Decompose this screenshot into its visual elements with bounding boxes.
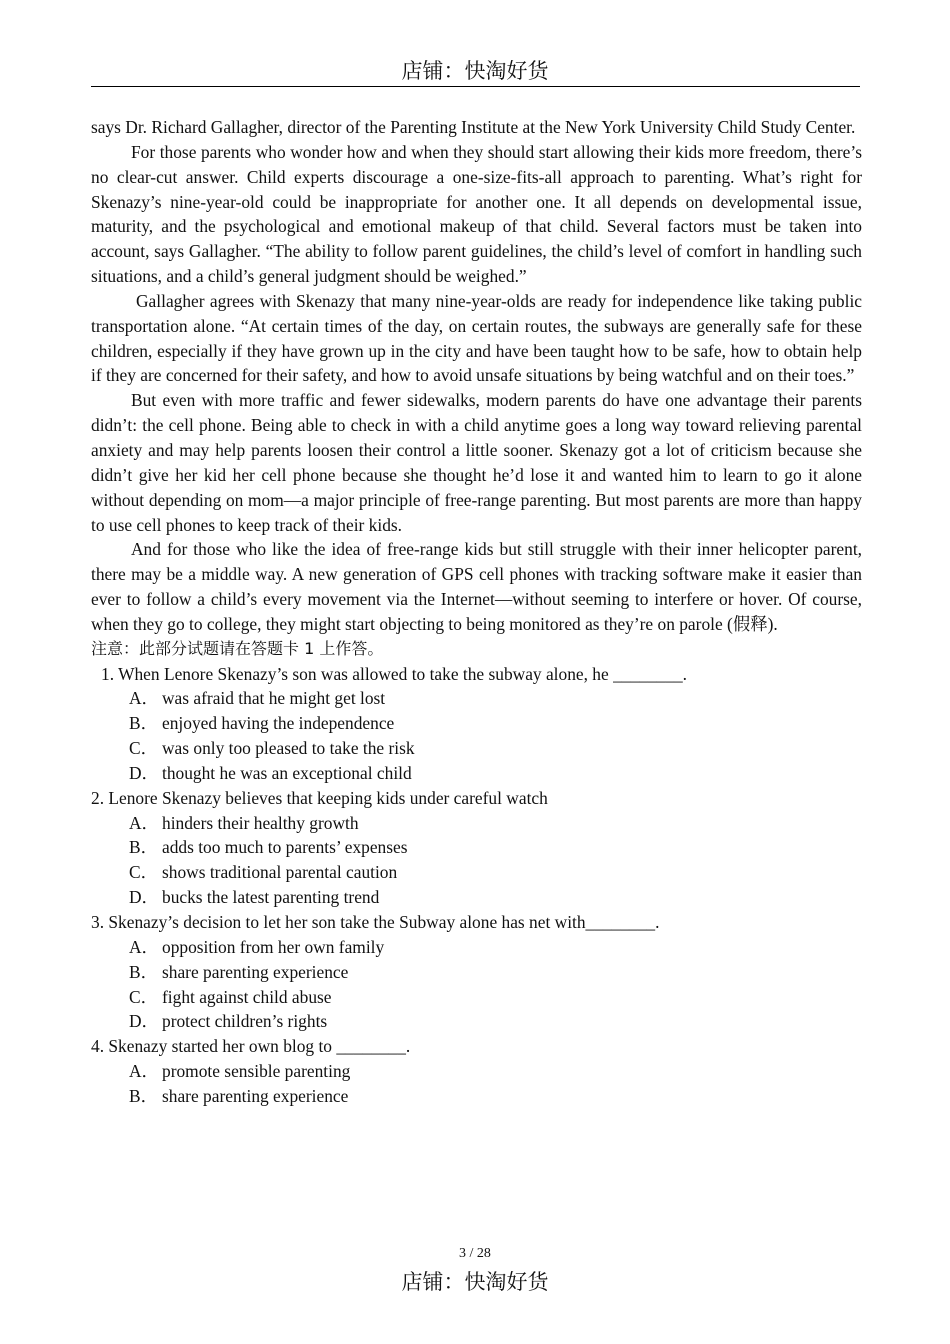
- answer-option: [91, 686, 862, 711]
- answer-option: [91, 835, 862, 860]
- answer-option: [91, 711, 862, 736]
- answer-option: [91, 1084, 862, 1109]
- answer-option: [91, 761, 862, 786]
- passage-paragraph-continued: says Dr. Richard Gallagher, director of the Parenting Institute at the New York University Child Study Center.: [91, 117, 856, 137]
- option-text: was afraid that he might get lost: [162, 688, 386, 709]
- answer-option: [91, 860, 862, 885]
- option-text: opposition from her own family: [162, 936, 385, 957]
- answer-option: [91, 1009, 862, 1034]
- option-text: hinders their healthy growth: [162, 812, 359, 833]
- question-3: [91, 910, 862, 1034]
- passage-paragraph: But even with more traffic and fewer sidewalks, modern parents do have one advantage their parents didn’t: the cell phone. Being able to check in with a child anytime goes a long way toward relieving parental anxiety and may help parents loosen their control a little sooner. Skenazy got a lot of criticism because she didn’t give her kid her cell phone because she thought he’d lose it and wanted him to learn to go it alone without depending on mom—a major principle of free-range parenting. But most parents are more than happy to use cell phones to keep track of their kids.: [91, 390, 862, 535]
- option-letter: A．: [129, 1061, 159, 1082]
- option-letter: D．: [129, 762, 159, 783]
- question-4: [91, 1034, 862, 1109]
- option-letter: B．: [129, 1085, 158, 1106]
- option-text: bucks the latest parenting trend: [162, 887, 380, 908]
- page-content: [91, 115, 862, 1109]
- page-header: 店铺：快淘好货: [401, 59, 549, 83]
- answer-option: [91, 885, 862, 910]
- question-stem: 2. Lenore Skenazy believes that keeping kids under careful watch: [91, 787, 548, 808]
- question-2: [91, 786, 862, 910]
- option-text: adds too much to parents’ expenses: [162, 837, 408, 858]
- option-text: fight against child abuse: [162, 986, 332, 1007]
- page-number: 3 / 28: [459, 1246, 491, 1261]
- answer-option: [91, 1059, 862, 1084]
- header-divider: [91, 86, 860, 87]
- option-text: enjoyed having the independence: [162, 713, 395, 734]
- option-text: thought he was an exceptional child: [162, 762, 412, 783]
- option-letter: A．: [129, 936, 159, 957]
- question-stem: 1. When Lenore Skenazy’s son was allowed to take the subway alone, he ________.: [101, 663, 687, 684]
- passage-paragraph: For those parents who wonder how and when they should start allowing their kids more freedom, there’s no clear-cut answer. Child experts discourage a one-size-fits-all approach to parenting. What’s right for Skenazy’s nine-year-old could be inappropriate for another one. It all depends on developmental issue, maturity, and the psychological and emotional makeup of that child. Several factors must be taken into account, says Gallagher. “The ability to follow parent guidelines, the child’s level of comfort in handling such situations, and a child’s general judgment should be weighed.”: [91, 141, 862, 287]
- passage-paragraph: Gallagher agrees with Skenazy that many nine-year-olds are ready for independence like taking public transportation alone. “At certain times of the day, on certain routes, the subways are generally safe for these children, especially if they have grown up in the city and have been taught how to be safe, how to obtain help if they are concerned for their safety, and how to avoid unsafe situations by being watchful and on their toes.”: [91, 290, 862, 386]
- option-letter: D．: [129, 887, 159, 908]
- option-letter: A．: [129, 812, 159, 833]
- option-text: was only too pleased to take the risk: [162, 738, 415, 759]
- question-stem: 3. Skenazy’s decision to let her son take the Subway alone has net with________.: [91, 912, 660, 932]
- option-letter: C．: [129, 986, 158, 1007]
- option-letter: B．: [129, 713, 158, 734]
- answer-option: [91, 935, 862, 960]
- option-letter: A．: [129, 688, 159, 709]
- option-letter: C．: [129, 862, 158, 883]
- question-1: [91, 662, 862, 786]
- page-footer: 店铺：快淘好货: [401, 1270, 549, 1294]
- answer-sheet-notice: 注意：此部分试题请在答题卡 1 上作答。: [91, 638, 384, 658]
- option-letter: C．: [129, 738, 158, 759]
- option-text: shows traditional parental caution: [162, 862, 398, 883]
- option-text: share parenting experience: [162, 961, 349, 982]
- option-letter: B．: [129, 837, 158, 858]
- answer-option: [91, 811, 862, 836]
- option-text: share parenting experience: [162, 1085, 349, 1106]
- option-letter: D．: [129, 1011, 159, 1032]
- answer-option: [91, 960, 862, 985]
- answer-option: [91, 985, 862, 1010]
- answer-option: [91, 736, 862, 761]
- option-text: promote sensible parenting: [162, 1061, 351, 1082]
- question-stem: 4. Skenazy started her own blog to ________.: [91, 1036, 411, 1057]
- option-letter: B．: [129, 961, 158, 982]
- option-text: protect children’s rights: [162, 1011, 328, 1032]
- passage-paragraph: And for those who like the idea of free-range kids but still struggle with their inner helicopter parent, there may be a middle way. A new generation of GPS cell phones with tracking software make it easier than ever to follow a child’s every movement via the Internet—without seeming to interfere or hover. Of course, when they go to college, they might start objecting to being monitored as they’re on parole (假释).: [91, 539, 862, 634]
